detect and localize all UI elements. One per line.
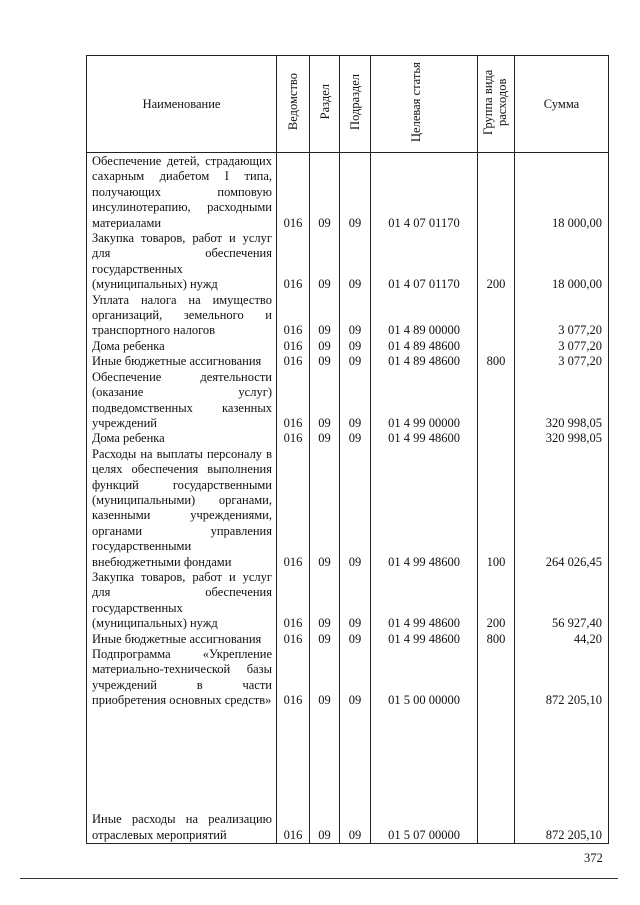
header-name-label: Наименование: [142, 96, 221, 111]
cell-raz: 09: [310, 647, 340, 709]
table-row: [87, 354, 609, 369]
table-row: [87, 632, 609, 647]
cell-podr: 09: [340, 632, 371, 647]
cell-raz: 09: [310, 370, 340, 432]
bottom-rule: [20, 878, 618, 879]
cell-cs: 01 4 99 48600: [371, 431, 478, 446]
cell-name: Иные бюджетные ассигнования: [87, 632, 277, 647]
cell-sum: 320 998,05: [515, 431, 609, 446]
header-summa: [515, 56, 609, 153]
header-podrazdel: [340, 56, 371, 153]
cell-vr: 800: [478, 632, 515, 647]
budget-table: [86, 55, 609, 844]
header-razdel-label: Раздел: [317, 84, 332, 120]
cell-ved: 016: [277, 354, 310, 369]
cell-sum: 320 998,05: [515, 370, 609, 432]
cell-cs: 01 4 99 00000: [371, 370, 478, 432]
cell-raz: 09: [310, 431, 340, 446]
header-vedomstvo-label: Ведомство: [286, 73, 300, 131]
cell-podr: 09: [340, 231, 371, 293]
cell-vr: [478, 431, 515, 446]
cell-cs: 01 5 07 00000: [371, 709, 478, 844]
cell-podr: 09: [340, 709, 371, 844]
cell-name: Закупка товаров, работ и услуг для обеспечения государственных (муниципальных) нужд: [87, 231, 277, 293]
cell-podr: 09: [340, 293, 371, 339]
cell-ved: 016: [277, 447, 310, 570]
cell-raz: 09: [310, 354, 340, 369]
cell-ved: 016: [277, 709, 310, 844]
cell-cs: 01 4 07 01170: [371, 231, 478, 293]
cell-ved: 016: [277, 647, 310, 709]
table-body: [87, 153, 609, 844]
cell-vr: 200: [478, 231, 515, 293]
cell-name: Подпрограмма «Укрепление материально-технической базы учреждений в части приобретения основных средств»: [87, 647, 277, 709]
header-vedomstvo: [277, 56, 310, 153]
header-tselevaya: [371, 56, 478, 153]
cell-cs: 01 4 89 00000: [371, 293, 478, 339]
cell-ved: 016: [277, 231, 310, 293]
cell-name: Дома ребенка: [87, 339, 277, 354]
header-tselevaya-label: Целевая статья: [409, 62, 423, 142]
cell-raz: 09: [310, 339, 340, 354]
cell-podr: 09: [340, 339, 371, 354]
cell-cs: 01 4 99 48600: [371, 570, 478, 632]
header-gruppa-label: Группа вида расходов: [481, 69, 509, 135]
cell-cs: 01 5 00 00000: [371, 647, 478, 709]
table-row: [87, 431, 609, 446]
cell-ved: 016: [277, 293, 310, 339]
cell-cs: 01 4 89 48600: [371, 339, 478, 354]
header-podrazdel-label: Подраздел: [348, 74, 362, 130]
table-row: [87, 570, 609, 632]
cell-sum: 44,20: [515, 632, 609, 647]
header-razdel: [310, 56, 340, 153]
cell-sum: 18 000,00: [515, 231, 609, 293]
cell-podr: 09: [340, 370, 371, 432]
cell-vr: [478, 709, 515, 844]
cell-ved: 016: [277, 153, 310, 232]
cell-vr: [478, 339, 515, 354]
cell-podr: 09: [340, 354, 371, 369]
cell-podr: 09: [340, 647, 371, 709]
header-summa-label: Сумма: [543, 96, 580, 111]
cell-raz: 09: [310, 153, 340, 232]
table-row: [87, 370, 609, 432]
cell-cs: 01 4 89 48600: [371, 354, 478, 369]
cell-vr: 100: [478, 447, 515, 570]
cell-cs: 01 4 99 48600: [371, 632, 478, 647]
budget-table-container: [86, 55, 608, 844]
cell-sum: 18 000,00: [515, 153, 609, 232]
table-row: [87, 231, 609, 293]
cell-name: Расходы на выплаты персоналу в целях обеспечения выполнения функций государственными (муниципальными) органами, казенными учреждениями, органами управления государственными внебюджетными фондами: [87, 447, 277, 570]
cell-name: Иные расходы на реализацию отраслевых мероприятий: [87, 709, 277, 844]
cell-raz: 09: [310, 709, 340, 844]
cell-ved: 016: [277, 632, 310, 647]
cell-name: Дома ребенка: [87, 431, 277, 446]
cell-vr: 200: [478, 570, 515, 632]
cell-vr: [478, 153, 515, 232]
cell-cs: 01 4 99 48600: [371, 447, 478, 570]
cell-podr: 09: [340, 447, 371, 570]
header-name: [87, 56, 277, 153]
cell-podr: 09: [340, 570, 371, 632]
cell-name: Закупка товаров, работ и услуг для обеспечения государственных (муниципальных) нужд: [87, 570, 277, 632]
cell-sum: 872 205,10: [515, 647, 609, 709]
cell-name: Обеспечение детей, страдающих сахарным диабетом I типа, получающих помповую инсулинотерапию, расходными материалами: [87, 153, 277, 232]
cell-name: Обеспечение деятельности (оказание услуг) подведомственных казенных учреждений: [87, 370, 277, 432]
cell-sum: 3 077,20: [515, 293, 609, 339]
table-row: [87, 153, 609, 232]
cell-name: Иные бюджетные ассигнования: [87, 354, 277, 369]
cell-vr: [478, 293, 515, 339]
cell-sum: 56 927,40: [515, 570, 609, 632]
cell-vr: [478, 370, 515, 432]
cell-raz: 09: [310, 632, 340, 647]
cell-raz: 09: [310, 570, 340, 632]
cell-ved: 016: [277, 339, 310, 354]
table-row: [87, 339, 609, 354]
table-row: [87, 709, 609, 844]
page-number: 372: [584, 851, 603, 865]
cell-vr: 800: [478, 354, 515, 369]
cell-podr: 09: [340, 431, 371, 446]
cell-sum: 872 205,10: [515, 709, 609, 844]
cell-sum: 3 077,20: [515, 354, 609, 369]
cell-name: Уплата налога на имущество организаций, земельного и транспортного налогов: [87, 293, 277, 339]
table-row: [87, 293, 609, 339]
table-header-row: [87, 56, 609, 153]
cell-podr: 09: [340, 153, 371, 232]
cell-raz: 09: [310, 231, 340, 293]
cell-cs: 01 4 07 01170: [371, 153, 478, 232]
cell-raz: 09: [310, 447, 340, 570]
header-gruppa: [478, 56, 515, 153]
cell-ved: 016: [277, 370, 310, 432]
cell-sum: 3 077,20: [515, 339, 609, 354]
cell-raz: 09: [310, 293, 340, 339]
table-row: [87, 647, 609, 709]
table-row: [87, 447, 609, 570]
cell-sum: 264 026,45: [515, 447, 609, 570]
cell-ved: 016: [277, 570, 310, 632]
cell-ved: 016: [277, 431, 310, 446]
cell-vr: [478, 647, 515, 709]
